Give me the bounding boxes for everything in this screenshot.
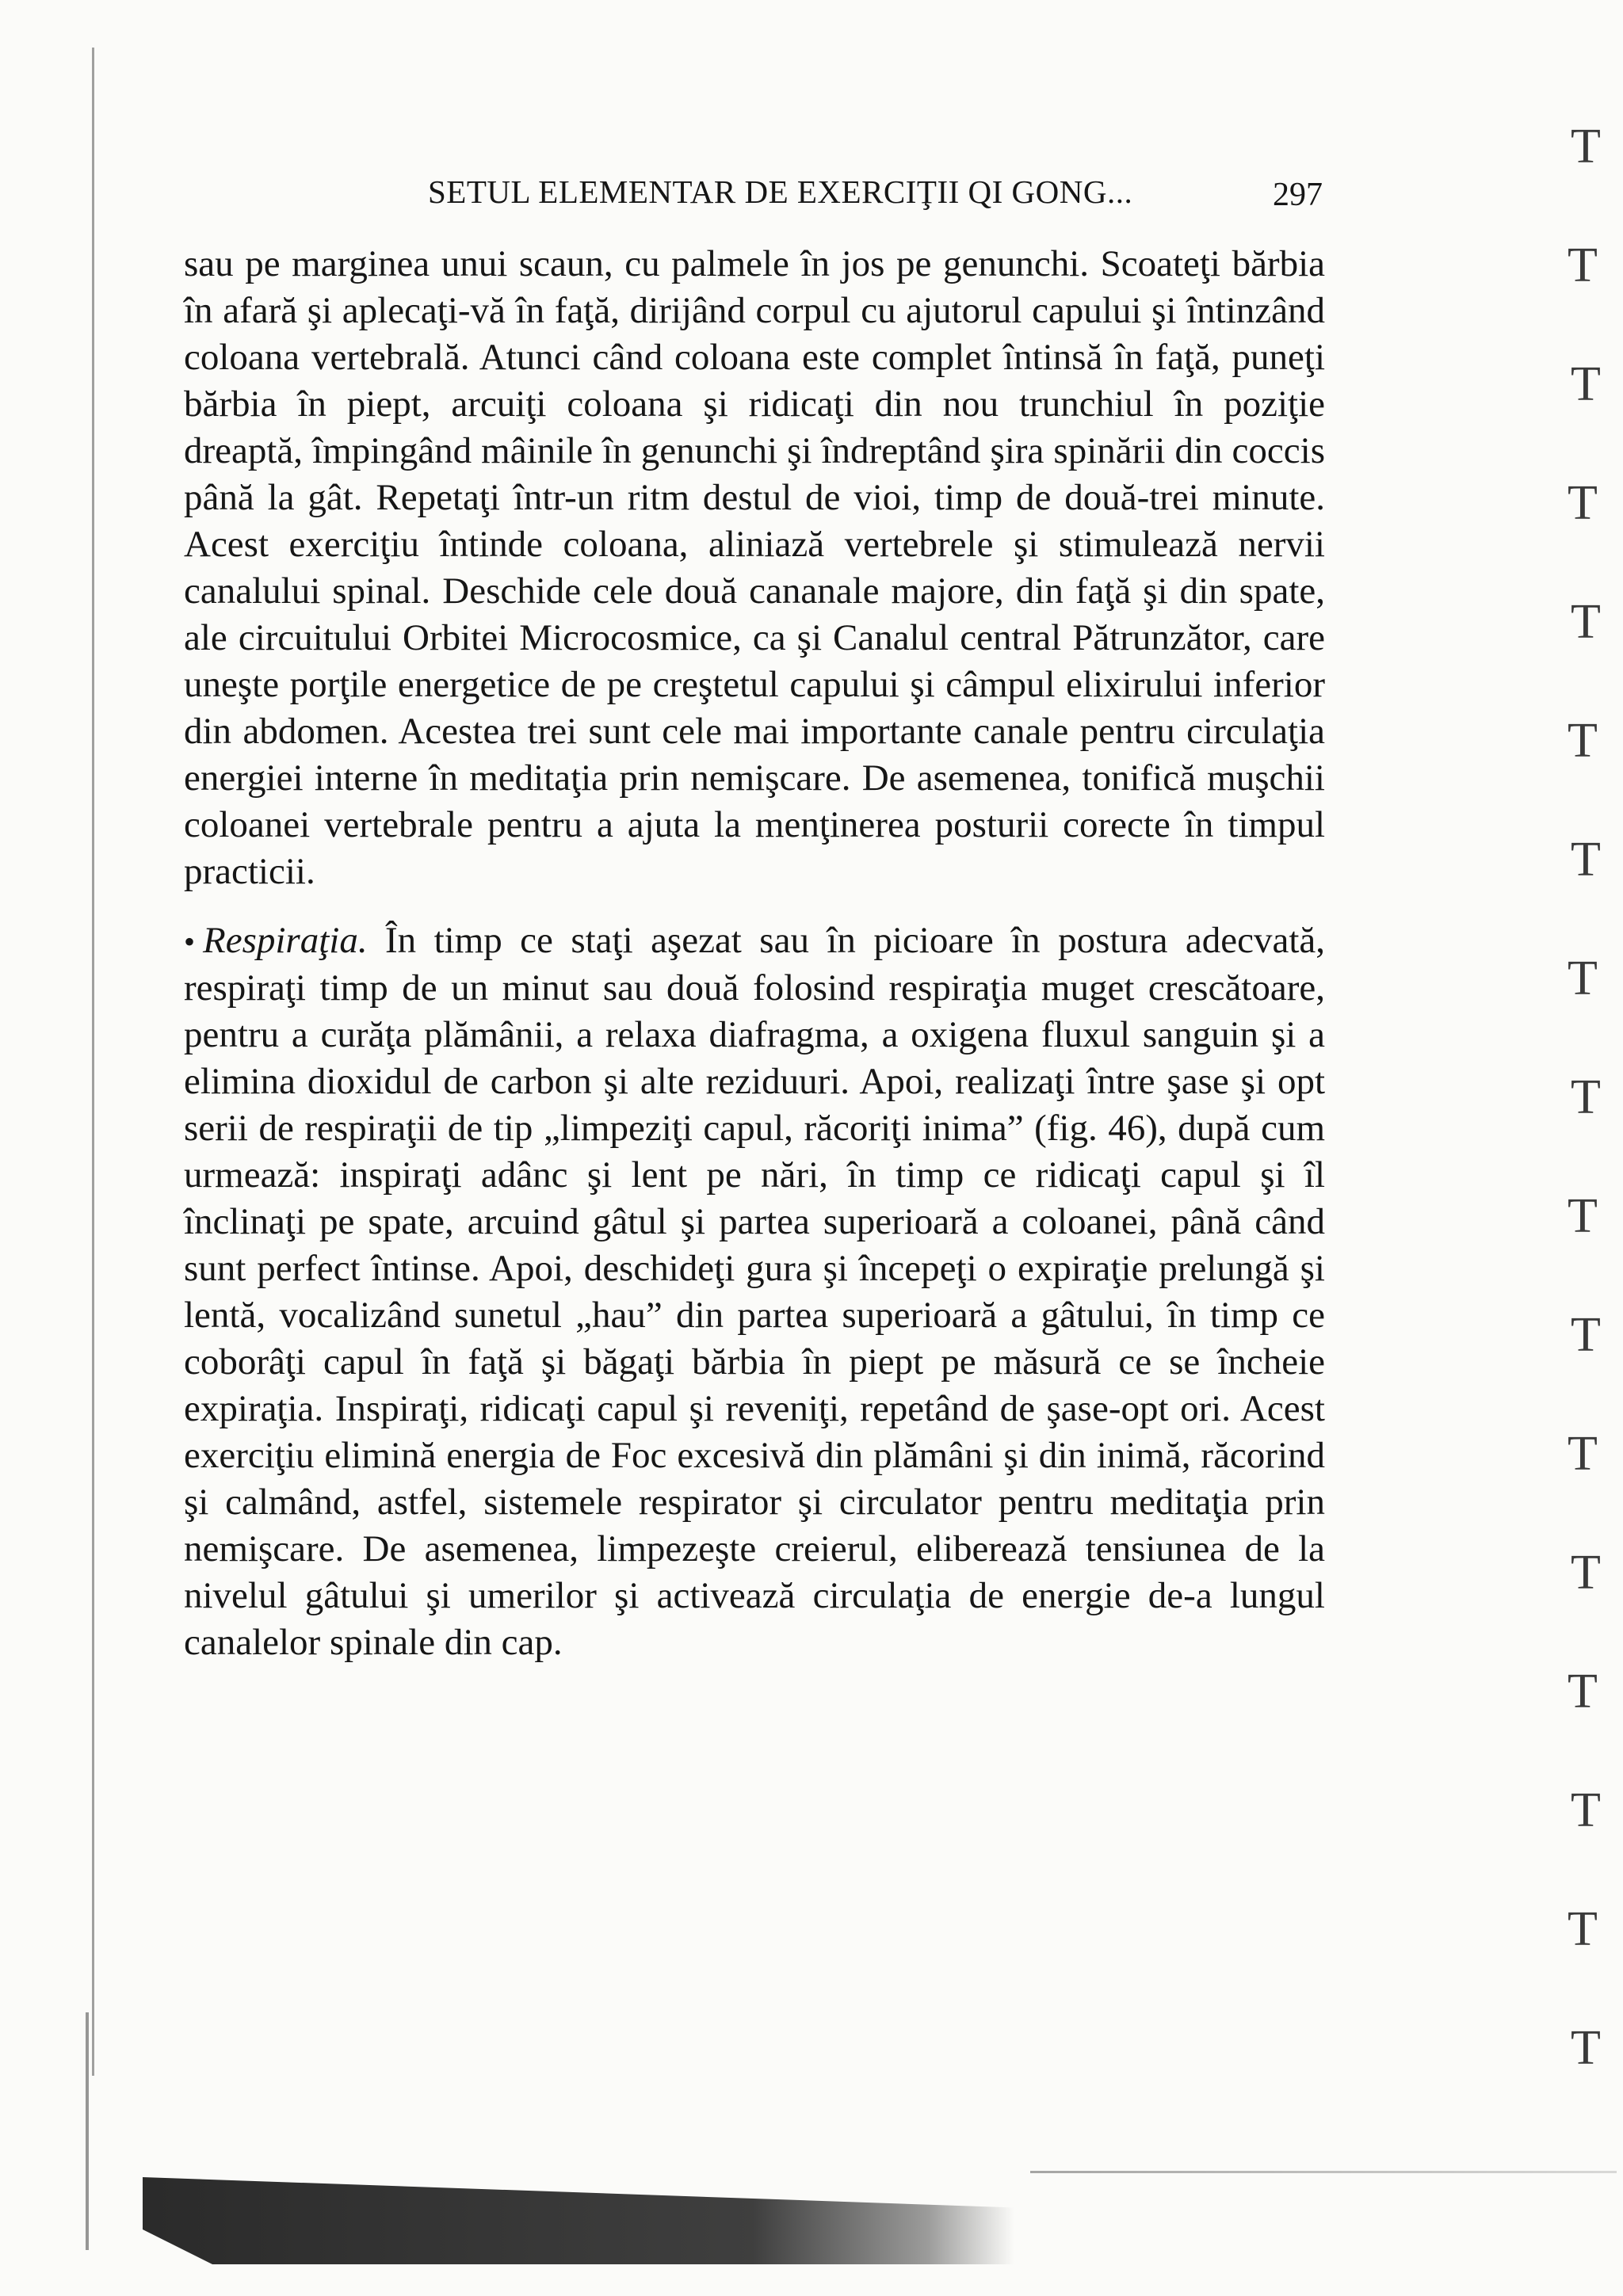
scan-shadow [143,2177,1014,2264]
binding-edge [92,48,94,2076]
edge-mark: T [1568,952,1598,1005]
bullet-icon: • [184,924,196,959]
edge-mark: T [1571,1070,1601,1124]
edge-mark: T [1568,238,1598,292]
binding-shadow [86,2012,89,2250]
edge-mark: T [1571,2021,1601,2075]
edge-mark: T [1568,1427,1598,1481]
running-header: SETUL ELEMENTAR DE EXERCIŢII QI GONG... [428,174,1133,210]
edge-mark: T [1571,357,1601,411]
body-text [184,241,1325,1666]
paragraph-2-lead: Respiraţia. [203,920,368,961]
edge-mark: T [1571,120,1601,174]
edge-mark: T [1571,833,1601,887]
edge-mark: T [1571,1546,1601,1600]
edge-mark: T [1568,1189,1598,1243]
edge-mark: T [1571,595,1601,649]
paragraph-2-wrap [184,917,1325,1666]
scan-edge-line [1030,2171,1617,2173]
page-edge-marks [1568,119,1615,2258]
page-number: 297 [1273,177,1323,213]
edge-mark: T [1571,1308,1601,1362]
edge-mark: T [1568,714,1598,768]
paragraph-2: În timp ce staţi aşezat sau în picioare în postura adecvată, respiraţi timp de un minut sau două folosind respiraţia muget crescătoare, pentru a curăţa plămânii, a relaxa diafragma, a oxigena fluxul sanguin şi a elimina dioxidul de carbon şi alte reziduuri. Apoi, realizaţi între şase şi opt serii de respiraţii de tip „limpeziţi capul, răcoriţi inima” (fig. 46), după cum urmează: inspiraţi adânc şi lent pe nări, în timp ce ridicaţi capul şi îl înclinaţi pe spate, arcuind gâtul şi partea superioară a coloanei, până când sunt perfect întinse. Apoi, deschideţi gura şi începeţi o expiraţie prelungă şi lentă, vocalizând sunetul „hau” din partea superioară a gâtului, în timp ce coborâţi capul în faţă şi băgaţi bărbia în piept pe măsură ce se încheie expiraţia. Inspiraţi, ridicaţi capul şi reveniţi, repetând de şase-opt ori. Acest exerciţiu elimină energia de Foc excesivă din plămâni şi din inimă, răcorind şi calmând, astfel, sistemele respirator şi circulator pentru meditaţia prin nemişcare. De asemenea, limpezeşte creierul, eliberează tensiunea de la nivelul gâtului şi umerilor şi activează circulaţia de energie de-a lungul canalelor spinale din cap. [184,920,1325,1663]
edge-mark: T [1568,476,1598,530]
edge-mark: T [1568,1902,1598,1956]
edge-mark: T [1568,1665,1598,1718]
paragraph-1: sau pe marginea unui scaun, cu palmele în jos pe genunchi. Scoateţi bărbia în afară şi aplecaţi-vă în faţă, dirijând corpul cu ajutorul capului şi întinzând coloana vertebrală. Atunci când coloana este complet întinsă în faţă, puneţi bărbia în piept, arcuiţi coloana şi ridicaţi din nou trunchiul în poziţie dreaptă, împingând mâinile în genunchi şi îndreptând şira spinării din coccis până la gât. Repetaţi într-un ritm destul de vioi, timp de două-trei minute. Acest exerciţiu întinde coloana, aliniază vertebrele şi stimulează nervii canalului spinal. Deschide cele două cananale majore, din faţă şi din spate, ale circuitului Orbitei Microcosmice, ca şi Canalul central Pătrunzător, care uneşte porţile energetice de pe creştetul capului şi câmpul elixirului inferior din abdomen. Acestea trei sunt cele mai importante canale pentru circulaţia energiei interne în meditaţia prin nemişcare. De asemenea, tonifică muşchii coloanei vertebrale pentru a ajuta la menţinerea posturii corecte în timpul practicii. [184,243,1325,892]
edge-mark: T [1571,1783,1601,1837]
